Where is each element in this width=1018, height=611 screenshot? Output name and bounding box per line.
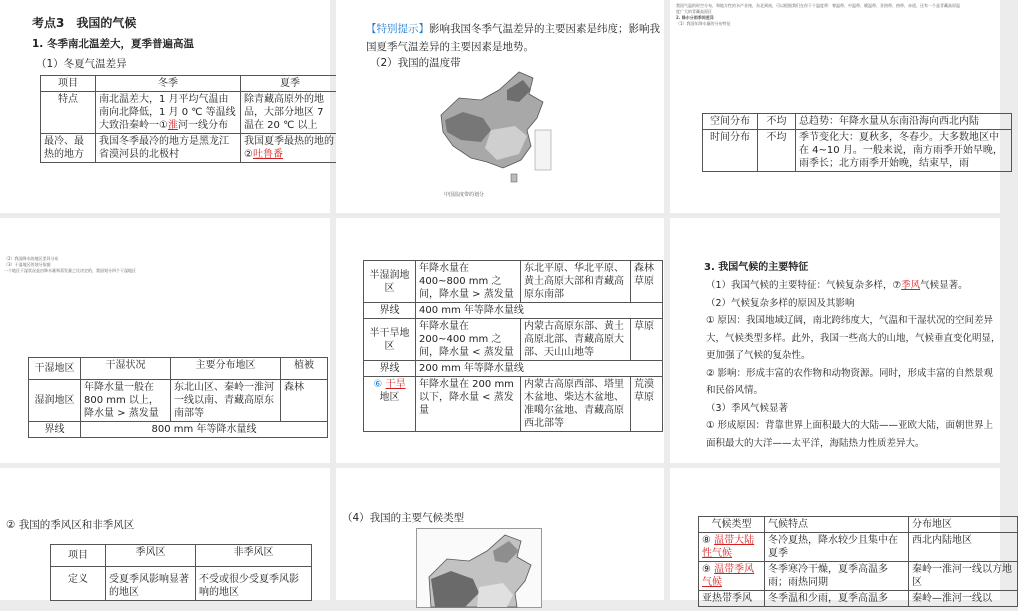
table-header: 分布地区: [909, 517, 1018, 533]
slide-5[interactable]: [336, 218, 664, 463]
slide-6[interactable]: [670, 218, 1000, 463]
table-header: 气候类型: [699, 517, 765, 533]
dry-wet-table-continued: [363, 260, 663, 432]
table-cell: 半干旱地区: [364, 319, 416, 361]
answer-blank: 淮: [167, 120, 178, 131]
table-cell: 西北内陆地区: [909, 533, 1018, 562]
table-cell: 总趋势：年降水量从东南沿海向西北内陆: [796, 114, 1012, 130]
paragraph: （1）我国气候的主要特征：气候复杂多样，⑦季风气候显著。: [706, 280, 968, 291]
map-caption: 中国温度带的划分: [444, 192, 485, 198]
table-header: 干湿状况: [81, 358, 171, 380]
small-text: 我国气温的时空分布，和地方性的水产业统，东北到南，可以根据我们在你干个温度带：寒温带、中温带、暖温带、亚热带、热带、赤道、还有一个是青藏高原温: [676, 3, 960, 8]
table-cell: 特点: [41, 92, 96, 134]
table-cell: ⑧ 温带大陆性气候: [699, 533, 765, 562]
table-cell: 不均: [758, 130, 796, 172]
tip-paragraph: 【特别提示】影响我国冬季气温差异的主要因素是纬度；影响我国夏季气温差异的主要因素是地势。: [366, 23, 660, 53]
slide-9[interactable]: [670, 468, 1012, 604]
table-cell: 界线: [29, 422, 81, 438]
table-header: 非季风区: [196, 545, 312, 567]
table-cell: 空间分布: [703, 114, 758, 130]
monsoon-table: [50, 544, 312, 601]
table-header: 气候特点: [765, 517, 909, 533]
table-header: 干湿地区: [29, 358, 81, 380]
climate-features-text: [706, 277, 1002, 452]
table-cell: 荒漠草原: [631, 377, 663, 432]
answer-blank: 温带大陆性气候: [702, 535, 755, 559]
temperature-table: [40, 75, 340, 163]
table-cell: 定义: [51, 567, 106, 601]
answer-blank: 干旱: [385, 379, 406, 390]
table-cell: 除青藏高原外的地品，大部分地区 7 温在 20 ℃ 以上: [241, 92, 340, 134]
table-cell: 森林草原: [631, 261, 663, 303]
table-cell: ⑥ 干旱 地区: [364, 377, 416, 432]
table-cell: 200 mm 年等降水量线: [416, 361, 663, 377]
table-cell: 草原: [631, 319, 663, 361]
table-header: 项目: [51, 545, 106, 567]
paragraph: ① 原因：我国地域辽阔，南北跨纬度大，气温和干湿状况的空间差异大，气候类型多样。此外，我国一些高大的山地，气候垂直变化明显，更加强了气候的复杂性。: [706, 315, 1001, 361]
table-cell: 年降水量在 400~800 mm 之间，降水量 > 蒸发量: [416, 261, 521, 303]
table-cell: 时间分布: [703, 130, 758, 172]
table-cell: 南北温差大，1 月平均气温由南向北降低，1 月 0 ℃ 等温线大致沿秦岭一①淮河一线分布: [96, 92, 241, 134]
paragraph: ① 形成原因：背靠世界上面积最大的大陆——亚欧大陆，面朝世界上面积最大的大洋——太平洋，海陆热力性质差异大。: [706, 420, 994, 449]
section-heading: 考点3 我国的气候: [32, 16, 137, 30]
small-text: 度广大的青藏高原区: [676, 9, 712, 14]
table-cell: ⑨ 温带季风气候: [699, 562, 765, 591]
table-cell: 亚热带季风: [699, 591, 765, 607]
temperature-zone-map: [431, 70, 556, 195]
item-label: （2）我国的温度带: [370, 57, 461, 69]
paragraph: （2）气候复杂多样的原因及其影响: [706, 297, 855, 309]
slide-1[interactable]: [0, 0, 334, 213]
slide-4[interactable]: [0, 218, 330, 463]
table-header: 季风区: [106, 545, 196, 567]
table-cell: 年降水量在 200~400 mm 之间，降水量 < 蒸发量: [416, 319, 521, 361]
tip-label: 【特别提示】: [366, 23, 429, 35]
table-cell: 东北平原、华北平原、黄土高原大部和青藏高原东南部: [521, 261, 631, 303]
item-label: （1）冬夏气温差异: [36, 58, 127, 70]
slide-3[interactable]: [670, 0, 1003, 213]
table-cell: 秦岭—淮河一线以: [909, 591, 1018, 607]
table-cell: 内蒙古高原西部、塔里木盆地、柴达木盆地、准噶尔盆地、青藏高原西北部等: [521, 377, 631, 432]
table-cell: 东北山区、秦岭一淮河一线以南、青藏高原东南部等: [171, 380, 281, 422]
answer-blank: 温带季风气候: [702, 564, 755, 588]
table-cell: 界线: [364, 361, 416, 377]
table-cell: 半湿润地区: [364, 261, 416, 303]
table-cell: 季节变化大：夏秋多，冬春少。大多数地区中在 4~10 月。一般来说，南方雨季开始早晚，雨季长；北方雨季开始晚，结束早，雨: [796, 130, 1012, 172]
table-header: 植被: [281, 358, 328, 380]
table-cell: 冬冷夏热，降水较少且集中在夏季: [765, 533, 909, 562]
small-text: （3）干湿地区的划分依据: [4, 262, 51, 267]
table-cell: 400 mm 年等降水量线: [416, 303, 663, 319]
table-cell: 湿润地区: [29, 380, 81, 422]
precipitation-table: [702, 113, 1012, 172]
small-text: （1）我国年降水量的分布特征: [676, 21, 731, 26]
subheading: 1. 冬季南北温差大，夏季普遍高温: [32, 38, 194, 50]
table-cell: 内蒙古高原东部、黄土高原北部、青藏高原大部、天山山地等: [521, 319, 631, 361]
section-heading: （4）我国的主要气候类型: [342, 512, 465, 524]
slide-2[interactable]: [336, 0, 664, 213]
climate-type-map: [416, 528, 542, 608]
table-cell: 年降水量一般在 800 mm 以上，降水量 > 蒸发量: [81, 380, 171, 422]
china-map-icon: [431, 70, 556, 195]
table-cell: 受夏季风影响显著的地区: [106, 567, 196, 601]
table-cell: 最冷、最热的地方: [41, 134, 96, 163]
table-cell: 年降水量在 200 mm 以下，降水量 < 蒸发量: [416, 377, 521, 432]
table-cell: 我国夏季最热的地的②吐鲁番: [241, 134, 340, 163]
slide-7[interactable]: [0, 468, 330, 600]
paragraph: （3）季风气候显著: [706, 402, 789, 414]
table-cell: 不均: [758, 114, 796, 130]
table-header: 夏季: [241, 76, 340, 92]
table-cell: 冬季温和少雨，夏季高温多: [765, 591, 909, 607]
china-climate-map-icon: [417, 529, 541, 607]
table-cell: 冬季寒冷干燥，夏季高温多雨；雨热同期: [765, 562, 909, 591]
answer-blank: 吐鲁番: [252, 149, 283, 160]
section-heading: 3. 我国气候的主要特征: [704, 262, 809, 273]
dry-wet-table: [28, 357, 328, 438]
slide-8[interactable]: [336, 468, 664, 600]
table-header: 项目: [41, 76, 96, 92]
paragraph: ② 影响：形成丰富的农作物和动物资源。同时，形成丰富的自然景观和民俗风情。: [706, 367, 994, 396]
climate-type-table: [698, 516, 1018, 607]
small-text: 一个地区干湿状况是由降水量和蒸发量之比决定的，我国划分四个干湿地区: [4, 268, 136, 273]
table-header: 主要分布地区: [171, 358, 281, 380]
answer-blank: 季风: [901, 280, 921, 291]
table-cell: 秦岭一淮河一线以方地区: [909, 562, 1018, 591]
table-cell: 森林: [281, 380, 328, 422]
table-cell: 界线: [364, 303, 416, 319]
table-cell: 800 mm 年等降水量线: [81, 422, 328, 438]
table-cell: 不受或很少受夏季风影响的地区: [196, 567, 312, 601]
section-heading: ② 我国的季风区和非季风区: [6, 519, 135, 531]
table-cell: 我国冬季最冷的地方是黑龙江省漠河县的北极村: [96, 134, 241, 163]
small-text: （2）我国降水的地区差异分布: [4, 256, 59, 261]
table-header: 冬季: [96, 76, 241, 92]
small-heading: 2. 降水分雨季间差异: [676, 15, 714, 20]
